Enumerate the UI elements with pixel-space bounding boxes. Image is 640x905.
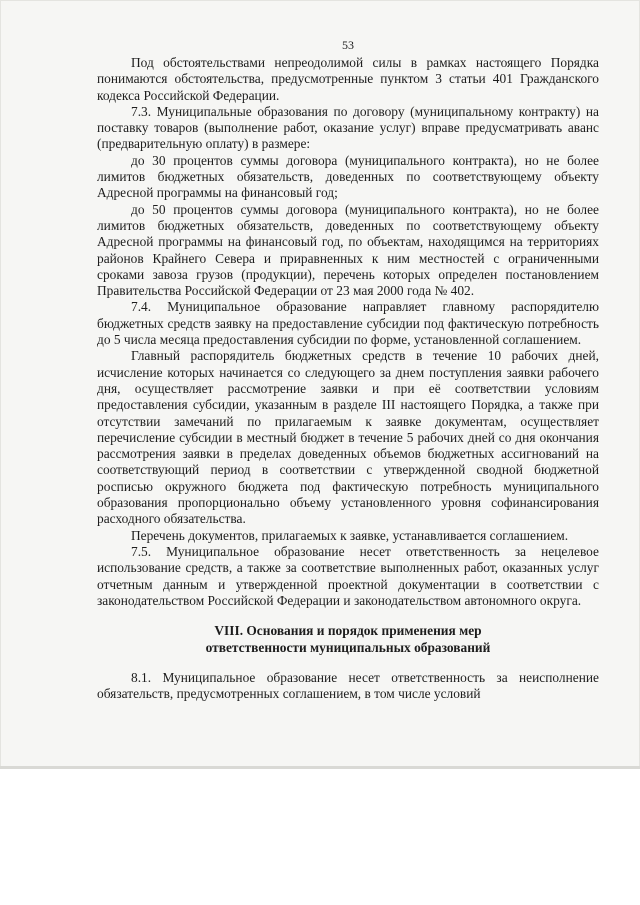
page-number: 53 <box>342 38 354 52</box>
paragraph-advance-30: до 30 процентов суммы договора (муниципального контракта), но не более лимитов бюджетных обязательств, доведенных по соответствующему объекту Адресной программы на финансовый год; <box>97 152 599 201</box>
section-heading-viii <box>97 623 599 656</box>
paragraph-documents-list: Перечень документов, прилагаемых к заявке, устанавливается соглашением. <box>131 527 569 543</box>
document-body <box>97 38 599 703</box>
paragraph-force-majeure: Под обстоятельствами непреодолимой силы в рамках настоящего Порядка понимаются обстоятельства, предусмотренные пунктом 3 статьи 401 Гражданского кодекса Российской Федерации. <box>97 55 599 103</box>
section-heading-line-1: VIII. Основания и порядок применения мер <box>214 623 482 639</box>
paragraph-advance-50: до 50 процентов суммы договора (муниципального контракта), но не более лимитов бюджетных обязательств, доведенных по соответствующему объекту Адресной программы на финансовый год, по объектам, находящимся на территориях районов Крайнего Севера и приравненных к ним местностей с ограниченными сроками завоза грузов (продукции), перечень которых определен постановлением Правительства Российской Федерации от 23 мая 2000 года № 402. <box>97 201 599 299</box>
paragraph-8-1: 8.1. Муниципальное образование несет ответственность за неисполнение обязательств, предусмотренных соглашением, в том числе условий <box>97 670 599 702</box>
page-bottom-edge <box>0 766 640 769</box>
paragraph-7-3: 7.3. Муниципальные образования по договору (муниципальному контракту) на поставку товаров (выполнение работ, оказание услуг) вправе предусматривать аванс (предварительную оплату) в размере: <box>97 103 599 152</box>
section-heading-line-2: ответственности муниципальных образований <box>205 639 491 655</box>
paragraph-chief-administrator: Главный распорядитель бюджетных средств в течение 10 рабочих дней, исчисление которых начинается со следующего за днем поступления заявки рабочего дня, осуществляет рассмотрение заявки и при её соответствии условиям предоставления субсидии, указанным в разделе III настоящего Порядка, а также при отсутствии замечаний по прилагаемым к заявке документам, осуществляет перечисление субсидии в местный бюджет в течение 5 рабочих дней со дня окончания рассмотрения заявки в пределах доведенных объемов бюджетных ассигнований на соответствующий период в соответствии с утвержденной сводной бюджетной росписью окружного бюджета под фактическую потребность муниципального образования пропорционально объему установленного уровня софинансирования расходного обязательства. <box>97 348 599 527</box>
paragraph-7-5: 7.5. Муниципальное образование несет ответственность за нецелевое использование средств, а также за соответствие выполненных работ, оказанных услуг отчетным данным и утвержденной проектной документации в соответствии с законодательством Российской Федерации и законодательством автономного округа. <box>97 543 599 608</box>
paragraph-7-4: 7.4. Муниципальное образование направляет главному распорядителю бюджетных средств заявку на предоставление субсидии под фактическую потребность до 5 числа месяца предоставления субсидии по форме, установленной соглашением. <box>97 299 599 348</box>
